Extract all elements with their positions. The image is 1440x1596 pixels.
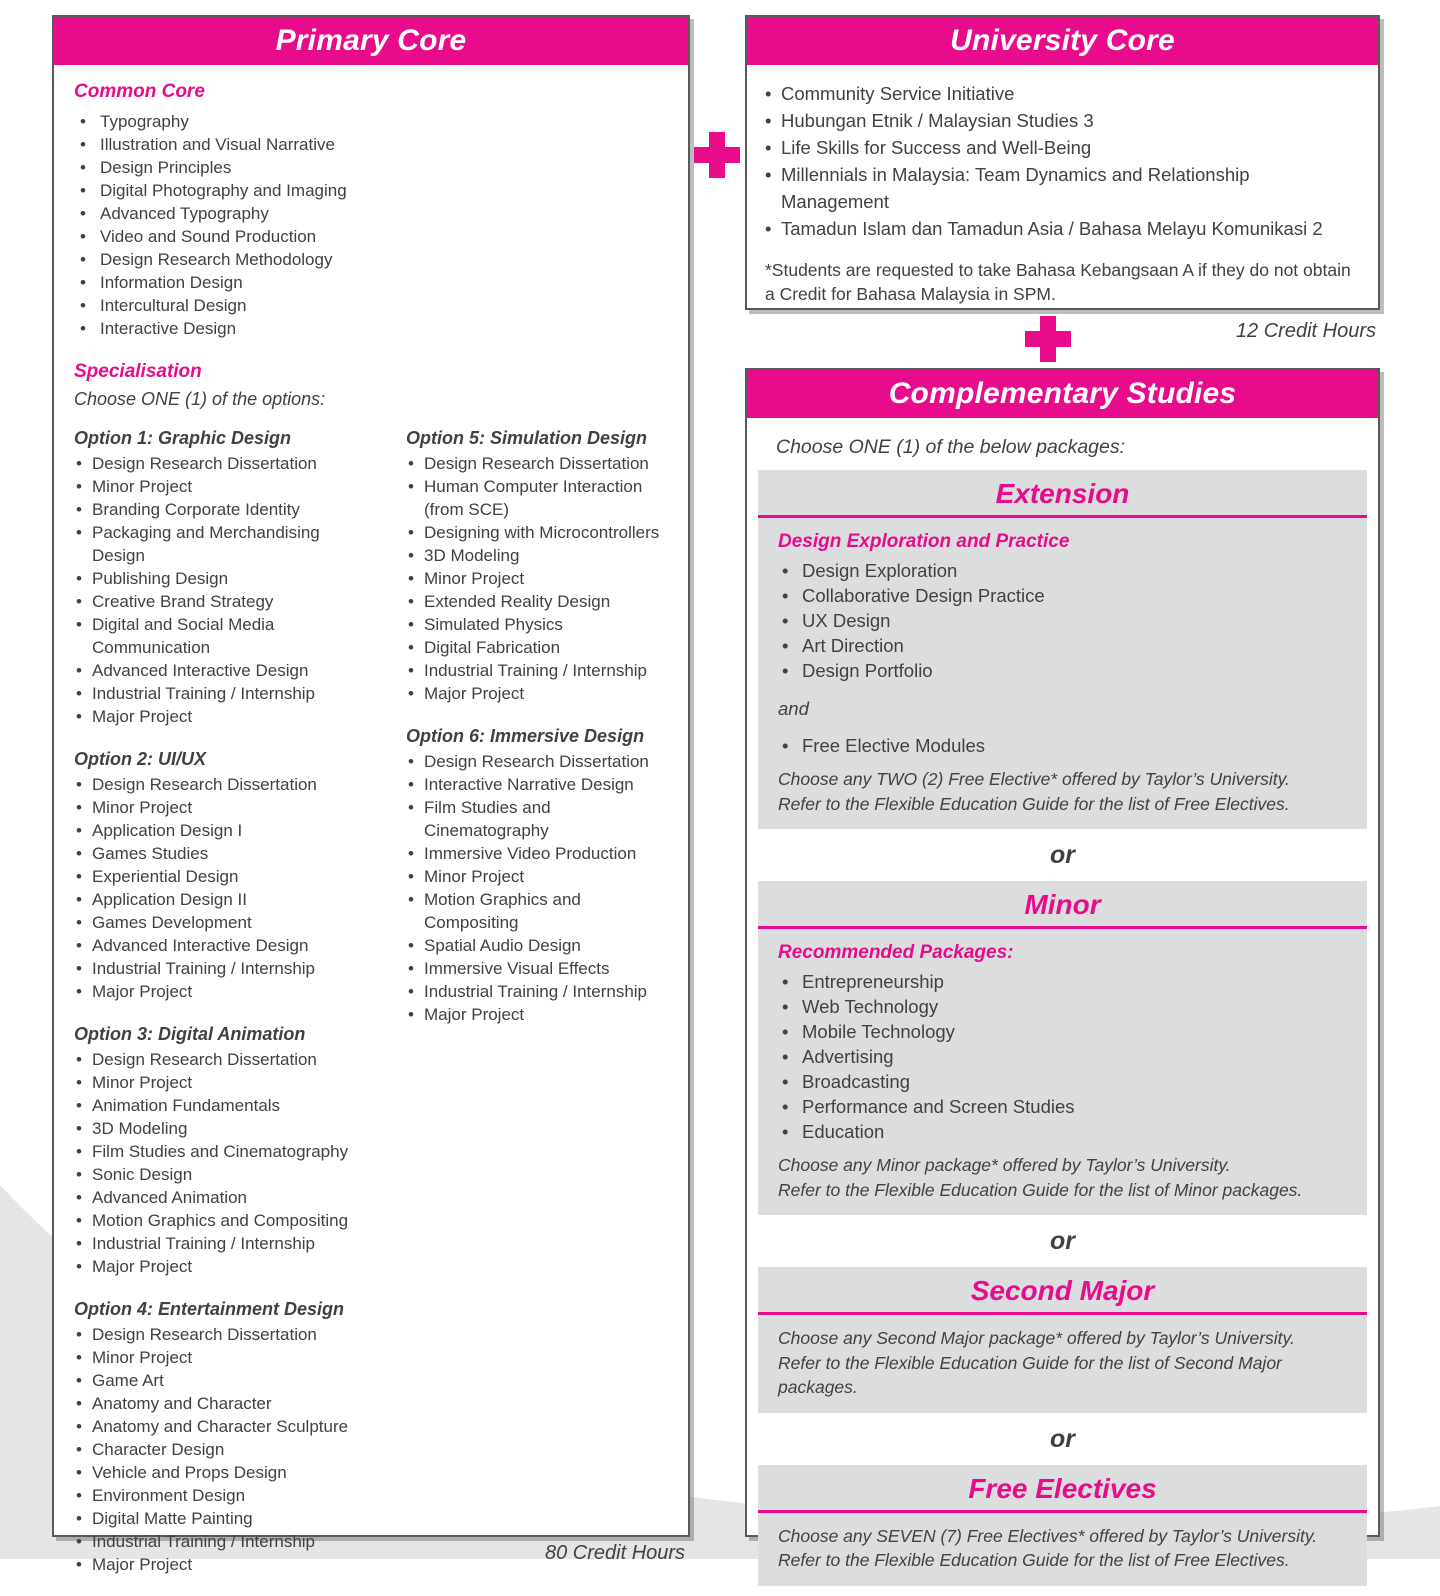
option-title: Option 5: Simulation Design [406,428,648,448]
section-body [758,518,1367,829]
list-item: • Minor Project [406,865,668,888]
list-item: • Digital Fabrication [406,636,668,659]
section-notes [778,1153,1347,1202]
list-item: • Games Development [74,911,376,934]
section-subheading: Recommended Packages: [778,942,1014,963]
list-item: • Experiential Design [74,865,376,888]
and-label: and [778,698,809,719]
list-item: • Video and Sound Production [74,225,668,248]
list-item: • Digital Matte Painting [74,1507,376,1530]
list-item: • Art Direction [778,633,1347,658]
option-list [406,750,668,1026]
list-item: • Community Service Initiative [765,80,1356,107]
list-item: • Minor Project [406,567,668,590]
list-item: • Web Technology [778,994,1347,1019]
complementary-studies-box [745,368,1380,1570]
option-title: Option 2: UI/UX [74,749,206,769]
list-item: • Application Design II [74,888,376,911]
section-list [778,558,1347,683]
list-item: • Free Elective Modules [778,733,1347,758]
list-item: • Industrial Training / Internship [406,659,668,682]
list-item: • Character Design [74,1438,376,1461]
list-item: • Major Project [406,682,668,705]
list-item: • UX Design [778,608,1347,633]
list-item: • Industrial Training / Internship [74,1530,376,1553]
complementary-studies-title: Complementary Studies [747,370,1378,418]
note-line: Refer to the Flexible Education Guide for the list of Minor packages. [778,1179,1303,1200]
section-extension [758,470,1367,829]
option-group [74,426,376,728]
note-line: Refer to the Flexible Education Guide for the list of Second Major packages. [778,1352,1282,1397]
list-item: • Advanced Interactive Design [74,934,376,957]
list-item: • Spatial Audio Design [406,934,668,957]
note-line: Refer to the Flexible Education Guide for the list of Free Electives. [778,793,1290,814]
section-minor [758,881,1367,1215]
primary-core-body [54,65,688,1586]
list-item: • Education [778,1119,1347,1144]
list-item: • 3D Modeling [406,544,668,567]
list-item: • Industrial Training / Internship [74,1232,376,1255]
list-item: • Design Research Dissertation [406,750,668,773]
list-item: • Design Principles [74,156,668,179]
list-item: • Vehicle and Props Design [74,1461,376,1484]
list-item: • Industrial Training / Internship [74,957,376,980]
note-line: Choose any Second Major package* offered by Taylor’s University. [778,1328,1295,1348]
list-item: • Motion Graphics and Compositing [406,888,668,934]
list-item: • Life Skills for Success and Well-Being [765,134,1356,161]
list-item: • Packaging and Merchandising Design [74,521,376,567]
option-list [74,1048,376,1278]
list-item: • Games Studies [74,842,376,865]
university-core-credit-hours: 12 Credit Hours [1235,320,1376,342]
complementary-instruction: Choose ONE (1) of the below packages: [776,436,1126,458]
option-group [74,1022,376,1278]
list-item: • Entrepreneurship [778,969,1347,994]
list-item: • Minor Project [74,475,376,498]
list-item: • Design Portfolio [778,658,1347,683]
list-item: • Hubungan Etnik / Malaysian Studies 3 [765,107,1356,134]
list-item: • Mobile Technology [778,1019,1347,1044]
option-list [406,452,668,705]
list-item: • Creative Brand Strategy [74,590,376,613]
list-item: • Interactive Narrative Design [406,773,668,796]
list-item: • Minor Project [74,1071,376,1094]
list-item: • Advanced Animation [74,1186,376,1209]
section-title: Free Electives [968,1472,1157,1504]
list-item: • Design Research Dissertation [74,452,376,475]
plus-icon [1025,316,1071,362]
list-item: • Human Computer Interaction (from SCE) [406,475,668,521]
section-body [758,929,1367,1215]
list-item: • Digital Photography and Imaging [74,179,668,202]
list-item: • Immersive Video Production [406,842,668,865]
list-item: • Anatomy and Character [74,1392,376,1415]
option-group [406,426,668,705]
list-item: • Minor Project [74,796,376,819]
option-title: Option 1: Graphic Design [74,428,292,448]
option-list [74,773,376,1003]
or-separator: or [1050,1227,1075,1255]
section-title: Extension [995,478,1130,509]
list-item: • Design Research Dissertation [74,773,376,796]
list-item: • 3D Modeling [74,1117,376,1140]
list-item: • Extended Reality Design [406,590,668,613]
section-title: Minor [1024,889,1101,920]
section-subheading: Design Exploration and Practice [778,531,1070,552]
complementary-studies-body [747,418,1378,1596]
option-group [74,747,376,1003]
list-item: • Design Exploration [778,558,1347,583]
list-item: • Broadcasting [778,1069,1347,1094]
option-list [74,452,376,728]
list-item: • Intercultural Design [74,294,668,317]
note-line: Choose any SEVEN (7) Free Electives* offered by Taylor’s University. [778,1525,1318,1546]
list-item: • Film Studies and Cinematography [74,1140,376,1163]
section-body [758,1513,1367,1586]
note-line: Choose any Minor package* offered by Taylor’s University. [778,1155,1231,1175]
section-notes [778,767,1347,816]
or-separator: or [1050,841,1075,869]
common-core-heading: Common Core [74,81,205,102]
plus-icon [694,132,740,178]
list-item: • Major Project [74,705,376,728]
list-item: • Design Research Methodology [74,248,668,271]
list-item: • Animation Fundamentals [74,1094,376,1117]
list-item: • Sonic Design [74,1163,376,1186]
list-item: • Interactive Design [74,317,668,340]
section-title: Second Major [970,1275,1155,1306]
list-item: • Illustration and Visual Narrative [74,133,668,156]
common-core-list [74,110,668,340]
university-core-body [747,65,1378,316]
option-group [74,1297,376,1576]
list-item: • Typography [74,110,668,133]
list-item: • Design Research Dissertation [406,452,668,475]
options-column-1 [74,426,376,1576]
university-core-list [765,80,1356,242]
or-separator: or [1050,1424,1075,1453]
section-second-major [758,1267,1367,1413]
list-item: • Industrial Training / Internship [74,682,376,705]
list-item: • Motion Graphics and Compositing [74,1209,376,1232]
options-column-2 [406,426,668,1576]
option-title: Option 3: Digital Animation [74,1024,306,1044]
list-item: • Minor Project [74,1346,376,1369]
list-item: • Anatomy and Character Sculpture [74,1415,376,1438]
note-line: Choose any TWO (2) Free Elective* offered by Taylor’s University. [778,769,1290,789]
list-item: • Environment Design [74,1484,376,1507]
list-item: • Advanced Interactive Design [74,659,376,682]
list-item: • Digital and Social Media Communication [74,613,376,659]
list-item: • Designing with Microcontrollers [406,521,668,544]
list-item: • Game Art [74,1369,376,1392]
list-item: • Immersive Visual Effects [406,957,668,980]
list-item: • Major Project [74,1553,376,1576]
list-item: • Advanced Typography [74,202,668,225]
list-item: • Major Project [74,1255,376,1278]
list-item: • Tamadun Islam dan Tamadun Asia / Bahasa Melayu Komunikasi 2 [765,215,1356,242]
university-core-note: *Students are requested to take Bahasa Kebangsaan A if they do not obtain a Credit for Bahasa Malaysia in SPM. [765,260,1351,304]
list-item: • Film Studies and Cinematography [406,796,668,842]
primary-core-credit-hours: 80 Credit Hours [545,1542,686,1564]
list-item: • Advertising [778,1044,1347,1069]
list-item: • Major Project [406,1003,668,1026]
list-item: • Millennials in Malaysia: Team Dynamics and Relationship Management [765,161,1356,215]
option-title: Option 6: Immersive Design [406,726,645,746]
option-group [406,724,668,1026]
list-item: • Design Research Dissertation [74,1048,376,1071]
primary-core-title: Primary Core [54,17,688,65]
section-extra-list [778,733,1347,758]
list-item: • Design Research Dissertation [74,1323,376,1346]
option-list [74,1323,376,1576]
section-free-electives [758,1465,1367,1586]
specialisation-heading: Specialisation [74,361,202,382]
section-body [758,1315,1367,1413]
university-core-title: University Core [747,17,1378,65]
list-item: • Information Design [74,271,668,294]
list-item: • Simulated Physics [406,613,668,636]
list-item: • Branding Corporate Identity [74,498,376,521]
option-title: Option 4: Entertainment Design [74,1299,345,1319]
list-item: • Major Project [74,980,376,1003]
options-columns [74,426,668,1576]
list-item: • Industrial Training / Internship [406,980,668,1003]
list-item: • Publishing Design [74,567,376,590]
university-core-box [745,15,1380,310]
note-line: Refer to the Flexible Education Guide for the list of Free Electives. [778,1550,1290,1570]
list-item: • Performance and Screen Studies [778,1094,1347,1119]
list-item: • Collaborative Design Practice [778,583,1347,608]
list-item: • Application Design I [74,819,376,842]
specialisation-instruction: Choose ONE (1) of the options: [74,389,326,409]
section-list [778,969,1347,1144]
